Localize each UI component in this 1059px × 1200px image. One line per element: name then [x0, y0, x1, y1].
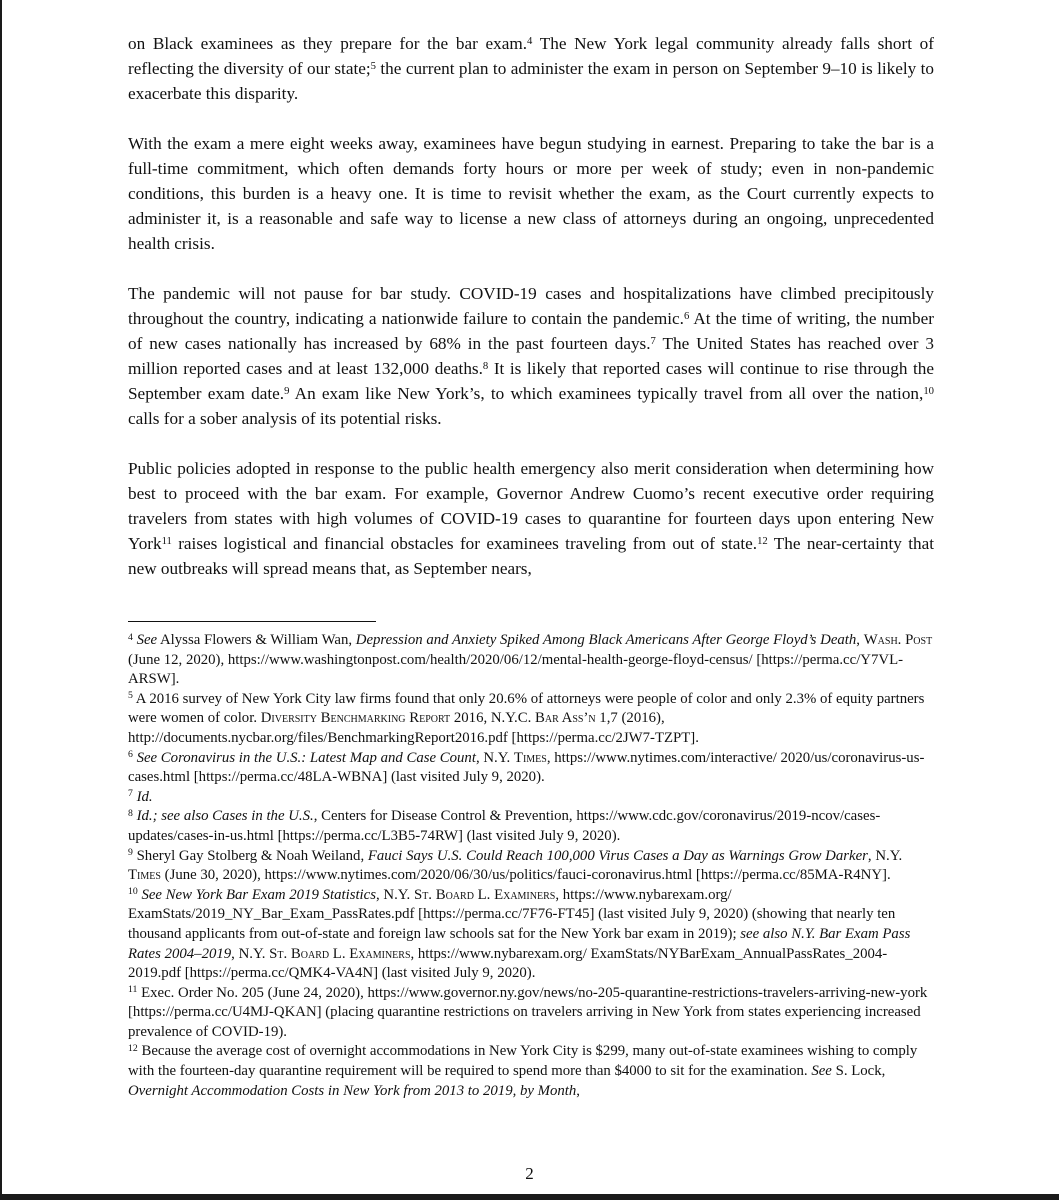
footnote-separator: [128, 621, 376, 622]
footnote-number: 4: [128, 631, 133, 643]
small-caps-run: St. Board: [413, 886, 474, 903]
text-run: 2016, N.Y.C.: [450, 710, 535, 727]
footnote-number: 12: [128, 1043, 138, 1055]
italic-run: Id.: [132, 788, 153, 805]
small-caps-run: Times: [513, 749, 547, 766]
text-run: With the exam a mere eight weeks away, examinees have begun studying in earnest. Preparing to take the bar is a full-time commitment, which often demands forty hours or more per week of study; even in non-pandemic conditions, this burden is a heavy one. It is time to revisit whether the exam, as the Court currently expects to administer it, is a reasonable and safe way to license a new class of attorneys during an ongoing, unprecedented health crisis.: [128, 134, 934, 253]
footnote: [128, 690, 934, 749]
paragraph: [128, 456, 934, 581]
text-run: The New York legal community already falls short of reflecting the diversity of our state;: [128, 34, 934, 78]
footnote: [128, 631, 934, 690]
text-run: , https://www.nybarexam.org/ ExamStats/NYBarExam_AnnualPassRates_2004-2019.pdf [https://perma.cc/QMK4-VA4N] (last visited July 9, 2020).: [128, 945, 888, 982]
window-left-edge: [0, 0, 2, 1200]
text-run: ,: [856, 632, 864, 648]
italic-run: Depression and Anxiety Spiked Among Black Americans After George Floyd’s Death: [355, 632, 857, 648]
footnote: [128, 847, 934, 886]
footnote-ref: 8: [482, 361, 489, 373]
footnote-number: 7: [128, 788, 133, 800]
text-run: Public policies adopted in response to the public health emergency also merit consideration when determining how best to proceed with the bar exam. For example, Governor Andrew Cuomo’s recent executive order requiring travelers from states with high volumes of COVID-19 cases to quarantine for fourteen days upon entering New York: [128, 459, 934, 553]
footnote-ref: 5: [370, 61, 376, 73]
footnote: [128, 886, 934, 984]
body-text: [128, 31, 934, 581]
text-run: (June 30, 2020), https://www.nytimes.com/2020/06/30/us/politics/fauci-coronavirus.html [https://perma.cc/85MA-R4NY].: [160, 867, 891, 884]
small-caps-run: Times: [128, 867, 161, 884]
footnote: [128, 1042, 934, 1101]
paragraph: [128, 31, 934, 106]
text-run: The United States has reached over 3 million reported cases and at least 132,000 deaths.: [128, 334, 934, 378]
footnote-ref: 12: [757, 536, 768, 548]
footnote-number: 9: [128, 847, 133, 859]
text-run: S. Lock,: [831, 1063, 886, 1080]
text-run: L.: [329, 945, 350, 962]
text-run: Exec. Order No. 205 (June 24, 2020), https://www.governor.ny.gov/news/no-205-quarantine-restrictions-travelers-arriving-new-york [https://perma.cc/U4MJ-QKAN] (placing quarantine restrictions on travelers arriving in New York from states experiencing increased prevalence of COVID-19).: [128, 984, 928, 1040]
italic-run: Fauci Says U.S. Could Reach 100,000 Virus Cases a Day as Warnings Grow Darker: [367, 847, 868, 864]
text-run: At the time of writing, the number of new cases nationally has increased by 68% in the past fourteen days.: [128, 309, 934, 353]
footnote: [128, 749, 934, 788]
small-caps-run: Diversity Benchmarking Report: [260, 710, 451, 727]
text-run: calls for a sober analysis of its potential risks.: [128, 409, 442, 428]
footnote-ref: 7: [650, 336, 656, 348]
text-run: , N.Y.: [475, 749, 514, 766]
text-run: (June 12, 2020), https://www.washingtonpost.com/health/2020/06/12/mental-health-george-floyd-census/ [https://perma.cc/Y7VL-ARSW].: [128, 651, 904, 688]
italic-run: Overnight Accommodation Costs in New York from 2013 to 2019, by Month: [128, 1082, 577, 1099]
italic-run: Id.; see also Cases in the U.S.: [132, 808, 314, 825]
footnote-ref: 6: [683, 311, 690, 323]
text-run: raises logistical and financial obstacles for examinees traveling from out of state.: [171, 534, 758, 553]
footnote-number: 8: [128, 807, 133, 819]
small-caps-run: Examiners: [494, 886, 556, 903]
text-run: , Centers for Disease Control & Prevention, https://www.cdc.gov/coronavirus/2019-ncov/cases-updates/cases-in-us.html [https://perma.cc/L3B5-74RW] (last visited July 9, 2020).: [128, 808, 881, 844]
text-run: ,: [576, 1082, 580, 1099]
text-run: An exam like New York’s, to which examinees typically travel from all over the nation,: [289, 384, 924, 403]
footnote-ref: 11: [161, 536, 172, 548]
footnote-ref: 9: [284, 386, 290, 398]
text-run: the current plan to administer the exam in person on September 9–10 is likely to exacerbate this disparity.: [128, 59, 935, 103]
footnotes: [128, 631, 934, 1101]
text-run: , N.Y.: [867, 847, 903, 864]
window-bottom-edge: [0, 1194, 1059, 1200]
footnote-number: 5: [128, 690, 133, 702]
italic-run: See Coronavirus in the U.S.: Latest Map and Case Count: [132, 749, 476, 766]
italic-run: see also N.Y. Bar Exam Pass Rates 2004–2019: [128, 925, 911, 962]
italic-run: See: [811, 1063, 832, 1080]
text-run: , N.Y.: [231, 945, 270, 962]
small-caps-run: Wash. Post: [863, 632, 933, 648]
italic-run: See New York Bar Exam 2019 Statistics: [137, 886, 376, 903]
footnote: [128, 788, 934, 808]
paragraph: [128, 131, 934, 256]
text-run: Because the average cost of overnight accommodations in New York City is $299, many out-of-state examinees wishing to comply with the fourteen-day quarantine requirement will be required to spend more than $4000 to sit for the examination.: [128, 1043, 918, 1080]
text-run: , https://www.nytimes.com/interactive/ 2020/us/coronavirus-us-cases.html [https://perma.cc/48LA-WBNA] (last visited July 9, 2020).: [128, 749, 925, 786]
italic-run: See: [132, 632, 158, 648]
text-run: It is likely that reported cases will continue to rise through the September exam date.: [128, 359, 934, 403]
footnote-ref: 10: [923, 386, 934, 398]
text-run: L.: [473, 886, 495, 903]
text-run: The pandemic will not pause for bar study. COVID-19 cases and hospitalizations have climbed precipitously throughout the country, indicating a nationwide failure to contain the pandemic.: [128, 284, 934, 328]
footnote-number: 6: [128, 749, 133, 761]
text-run: 1,7 (2016), http://documents.nycbar.org/files/BenchmarkingReport2016.pdf [https://perma.cc/2JW7-TZPT].: [128, 710, 699, 746]
text-run: A 2016 survey of New York City law firms found that only 20.6% of attorneys were people of color and only 2.3% of equity partners were women of color.: [128, 690, 925, 727]
small-caps-run: St. Board: [269, 945, 330, 962]
paragraph: [128, 281, 934, 431]
small-caps-run: Examiners: [349, 945, 411, 962]
text-run: Alyssa Flowers & William Wan,: [157, 632, 356, 648]
text-run: , N.Y.: [376, 886, 414, 903]
footnote: [128, 807, 934, 846]
footnote: [128, 984, 934, 1043]
page-number: 2: [525, 1164, 534, 1183]
text-run: The near-certainty that new outbreaks will spread means that, as September nears,: [128, 534, 935, 578]
text-run: on Black examinees as they prepare for the bar exam.: [128, 34, 528, 53]
footnote-number: 11: [128, 984, 138, 996]
text-run: Sheryl Gay Stolberg & Noah Weiland,: [132, 847, 368, 864]
text-run: , https://www.nybarexam.org/ ExamStats/2019_NY_Bar_Exam_PassRates.pdf [https://perma.cc/7F76-FT45] (last visited July 9, 2020) (showing that nearly ten thousand applicants from out-of-state and foreign law schools sat for the New York bar exam in 2019);: [128, 886, 896, 942]
footnote-ref: 4: [527, 36, 533, 48]
footnote-number: 10: [128, 886, 138, 898]
small-caps-run: Bar Ass’n: [535, 710, 596, 727]
